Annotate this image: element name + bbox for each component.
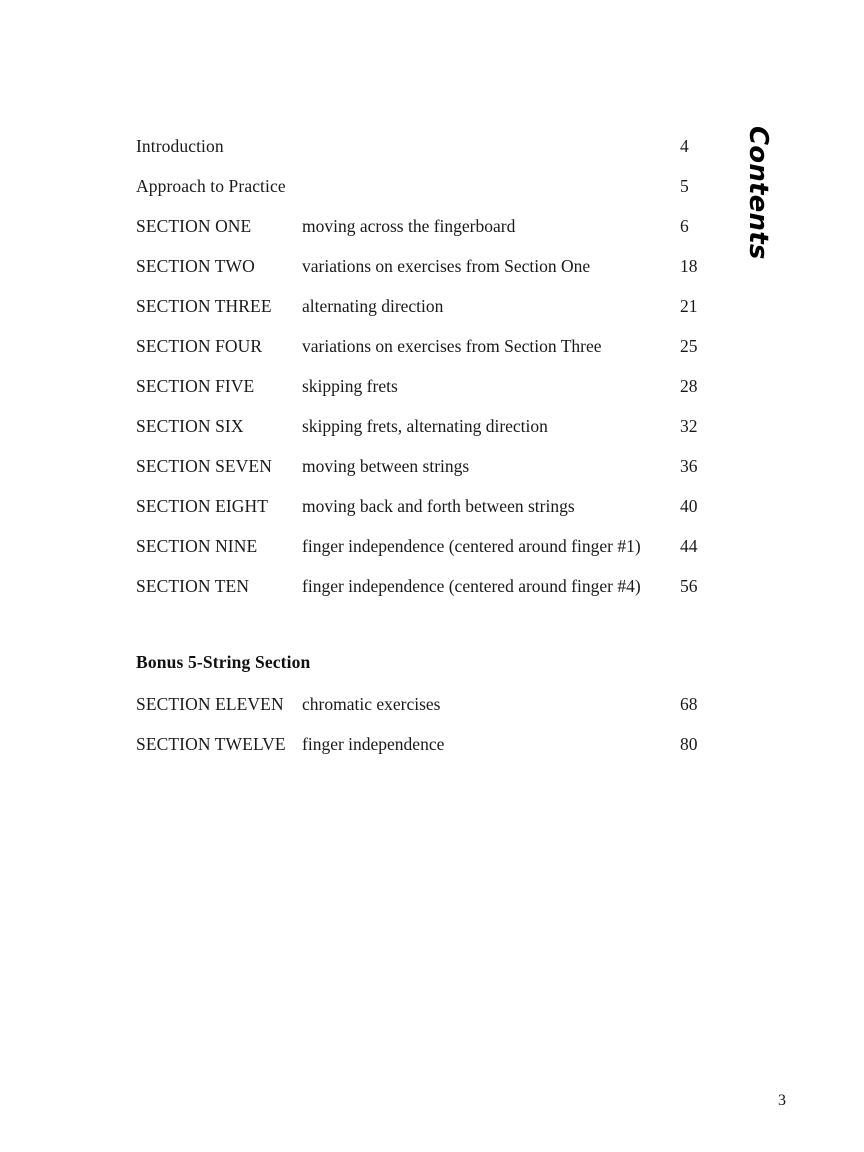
toc-entry-page-number: 32 xyxy=(680,416,698,436)
table-of-contents xyxy=(136,136,716,616)
toc-entry-page-number: 4 xyxy=(680,136,689,156)
toc-entry-label: SECTION NINE xyxy=(136,536,258,556)
toc-entry-description: variations on exercises from Section Three xyxy=(302,336,602,356)
toc-entry-description: skipping frets xyxy=(302,376,398,396)
toc-entry-page-number: 40 xyxy=(680,496,698,516)
toc-entry-description: finger independence xyxy=(302,734,445,754)
toc-entry[interactable] xyxy=(136,734,716,774)
toc-entry-page-number: 25 xyxy=(680,336,698,356)
toc-entry-page-number: 44 xyxy=(680,536,698,556)
toc-entry-label: SECTION TWO xyxy=(136,256,255,276)
toc-entry-description: variations on exercises from Section One xyxy=(302,256,591,276)
bonus-section-heading: Bonus 5-String Section xyxy=(136,652,311,672)
toc-entry[interactable] xyxy=(136,496,716,536)
toc-entry-label: SECTION SEVEN xyxy=(136,456,272,476)
toc-entry[interactable] xyxy=(136,176,716,216)
toc-entry[interactable] xyxy=(136,256,716,296)
toc-entry[interactable] xyxy=(136,536,716,576)
toc-entry-description: moving across the fingerboard xyxy=(302,216,516,236)
toc-entry-description: finger independence (centered around finger #4) xyxy=(302,576,641,596)
toc-entry-label: SECTION EIGHT xyxy=(136,496,269,516)
toc-entry-page-number: 56 xyxy=(680,576,698,596)
toc-entry-description: finger independence (centered around finger #1) xyxy=(302,536,641,556)
toc-entry-description: skipping frets, alternating direction xyxy=(302,416,548,436)
toc-entry-label: SECTION ELEVEN xyxy=(136,694,284,714)
toc-entry-page-number: 5 xyxy=(680,176,689,196)
toc-entry-label: SECTION FIVE xyxy=(136,376,255,396)
toc-entry[interactable] xyxy=(136,216,716,256)
toc-entry-page-number: 18 xyxy=(680,256,698,276)
toc-entry-label: SECTION TWELVE xyxy=(136,734,286,754)
toc-entry-page-number: 36 xyxy=(680,456,698,476)
toc-entry[interactable] xyxy=(136,416,716,456)
toc-entry-label: SECTION THREE xyxy=(136,296,272,316)
toc-entry-page-number: 80 xyxy=(680,734,698,754)
side-title-contents: Contents xyxy=(743,126,773,260)
toc-entry[interactable] xyxy=(136,296,716,336)
toc-entry-label: SECTION SIX xyxy=(136,416,244,436)
toc-entry[interactable] xyxy=(136,336,716,376)
toc-entry-page-number: 68 xyxy=(680,694,698,714)
toc-entry-label: Approach to Practice xyxy=(136,176,286,196)
toc-entry-label: Introduction xyxy=(136,136,224,156)
toc-entry-page-number: 6 xyxy=(680,216,689,236)
toc-entry-label: SECTION ONE xyxy=(136,216,252,236)
toc-entry-description: moving between strings xyxy=(302,456,470,476)
toc-entry-page-number: 28 xyxy=(680,376,698,396)
toc-entry-page-number: 21 xyxy=(680,296,698,316)
toc-entry-description: chromatic exercises xyxy=(302,694,441,714)
bonus-section-list xyxy=(136,694,716,774)
toc-entry-description: moving back and forth between strings xyxy=(302,496,575,516)
toc-entry[interactable] xyxy=(136,456,716,496)
toc-entry-description: alternating direction xyxy=(302,296,444,316)
page-number: 3 xyxy=(778,1092,786,1109)
toc-entry[interactable] xyxy=(136,576,716,616)
toc-entry[interactable] xyxy=(136,136,716,176)
toc-entry-label: SECTION TEN xyxy=(136,576,250,596)
toc-entry[interactable] xyxy=(136,694,716,734)
toc-entry-label: SECTION FOUR xyxy=(136,336,263,356)
toc-entry[interactable] xyxy=(136,376,716,416)
